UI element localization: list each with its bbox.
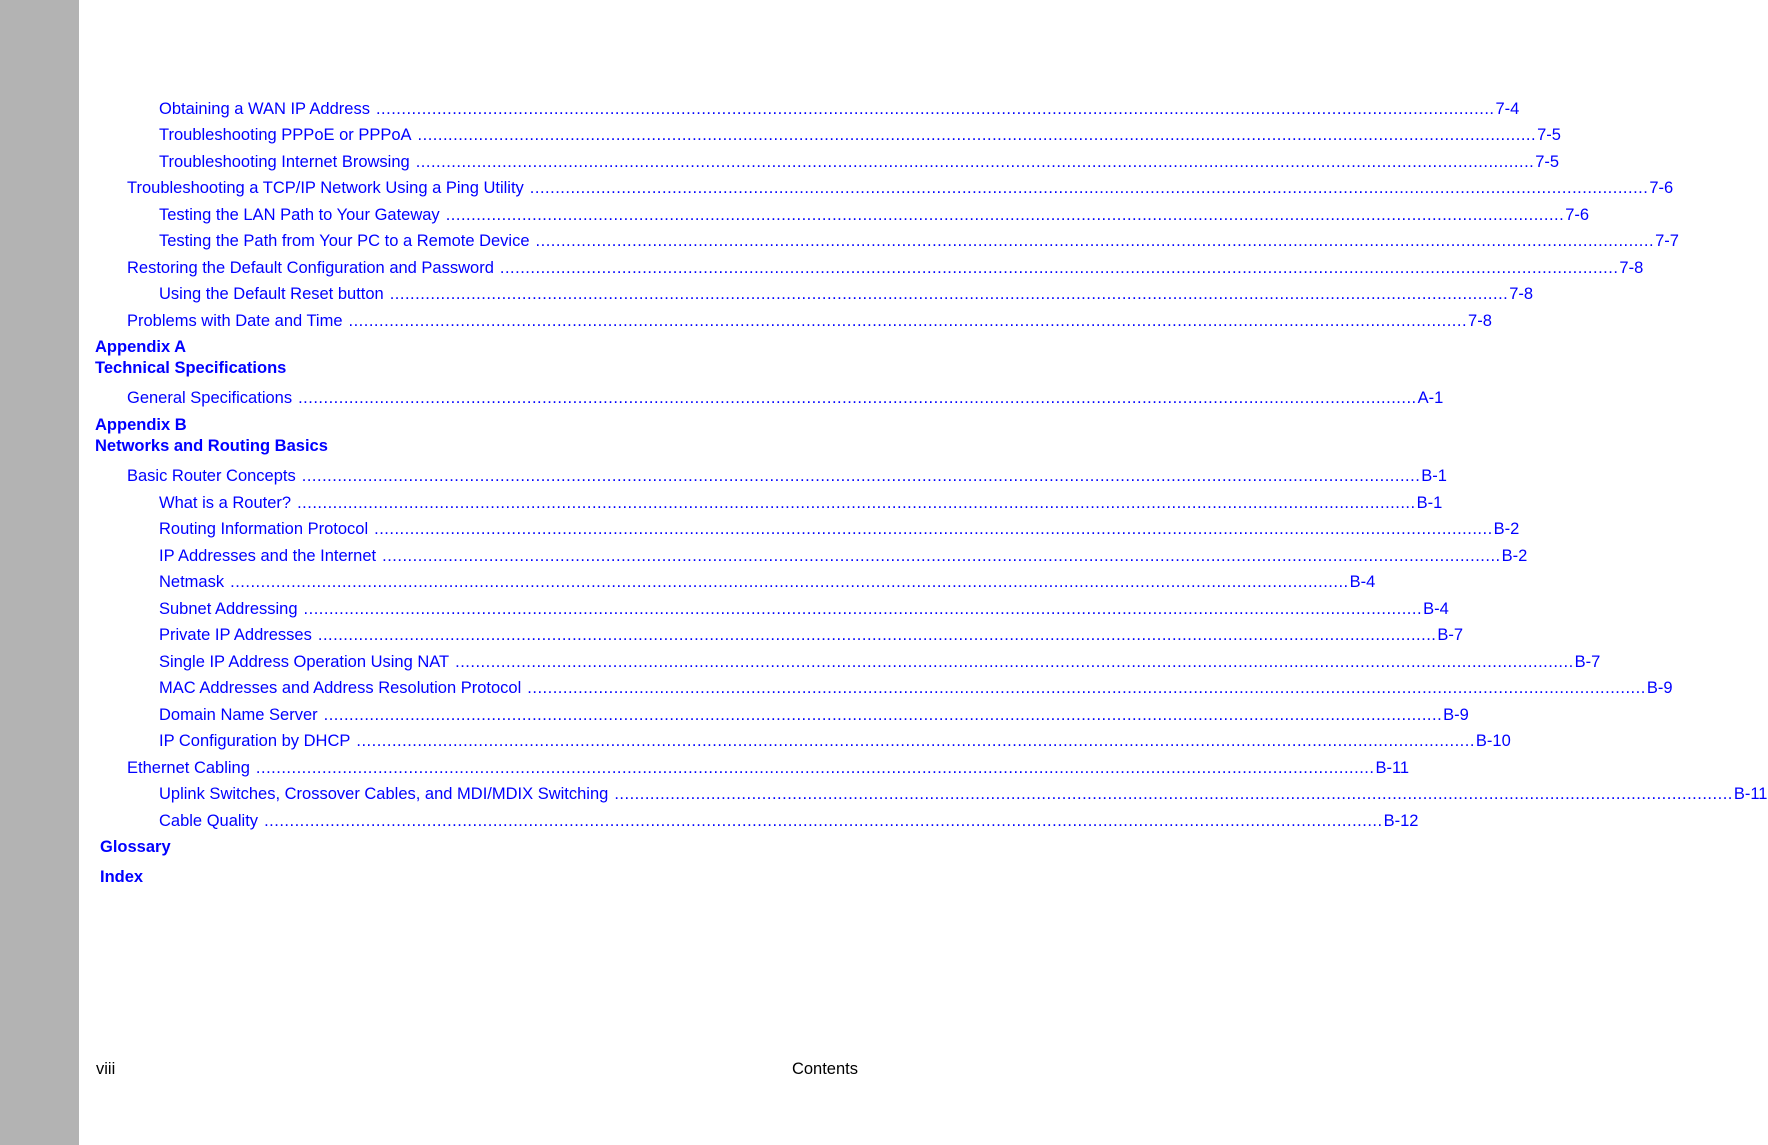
toc-entry-page: B-10 (1475, 732, 1511, 750)
dot-leader: ............................................................................................................................................................................................................................ (297, 494, 1416, 512)
glossary-heading[interactable] (100, 837, 171, 858)
toc-entry-label: Uplink Switches, Crossover Cables, and MDI/MDIX Switching (159, 785, 609, 803)
toc-entry-ethernet-cabling[interactable] (127, 757, 1410, 779)
toc-entry-label: Single IP Address Operation Using NAT (159, 653, 450, 671)
toc-entry-page: 7-8 (1468, 312, 1492, 330)
toc-entry-page: 7-8 (1509, 285, 1534, 303)
toc-entry-label: What is a Router? (159, 494, 292, 512)
toc-entry-label: Basic Router Concepts (127, 467, 296, 485)
dot-leader: ............................................................................................................................................................................................................................ (389, 285, 1509, 303)
toc-entry-page: B-2 (1501, 547, 1528, 565)
dot-leader: ............................................................................................................................................................................................................................ (455, 653, 1574, 671)
toc-entry-restoring-defaults[interactable] (127, 257, 1644, 279)
dot-leader: ............................................................................................................................................................................................................................ (255, 759, 1375, 777)
toc-entry-page: B-1 (1416, 494, 1443, 512)
dot-leader: ............................................................................................................................................................................................................................ (303, 600, 1423, 618)
toc-entry-page: B-7 (1574, 653, 1601, 671)
toc-entry-page: 7-7 (1655, 232, 1679, 250)
toc-entry-label: Cable Quality (159, 812, 259, 830)
dot-leader: ............................................................................................................................................................................................................................ (298, 389, 1417, 407)
toc-entry-testing-lan-path[interactable] (159, 204, 1590, 226)
toc-entry-dns[interactable] (159, 704, 1469, 726)
dot-leader: ............................................................................................................................................................................................................................ (417, 126, 1537, 144)
dot-leader: ............................................................................................................................................................................................................................ (529, 179, 1649, 197)
toc-entry-page: 7-4 (1495, 100, 1520, 118)
toc-entry-basic-router-concepts[interactable] (127, 465, 1447, 487)
toc-entry-label: Troubleshooting Internet Browsing (159, 153, 410, 171)
toc-entry-page: B-11 (1733, 785, 1768, 803)
toc-entry-label: Netmask (159, 573, 225, 591)
index-label: Index (100, 868, 144, 886)
toc-entry-nat[interactable] (159, 651, 1601, 673)
dot-leader: ............................................................................................................................................................................................................................ (375, 100, 1495, 118)
appendix-b-label: Appendix B (95, 416, 187, 434)
toc-entry-label: Private IP Addresses (159, 626, 312, 644)
toc-entry-page: 7-8 (1619, 259, 1644, 277)
toc-entry-page: B-7 (1437, 626, 1464, 644)
dot-leader: ............................................................................................................................................................................................................................ (264, 812, 1383, 830)
toc-entry-page: B-9 (1443, 706, 1469, 724)
toc-entry-testing-remote-path[interactable] (159, 230, 1679, 252)
dot-leader: ............................................................................................................................................................................................................................ (614, 785, 1733, 803)
running-footer-section: Contents (791, 1060, 858, 1078)
appendix-a-label: Appendix A (95, 338, 187, 356)
toc-entry-page: 7-6 (1649, 179, 1674, 197)
toc-entry-what-is-router[interactable] (159, 492, 1443, 514)
dot-leader: ............................................................................................................................................................................................................................ (323, 706, 1443, 724)
toc-entry-label: Using the Default Reset button (159, 285, 384, 303)
dot-leader: ............................................................................................................................................................................................................................ (356, 732, 1475, 750)
toc-entry-page: B-9 (1646, 679, 1673, 697)
toc-entry-page: 7-5 (1537, 126, 1561, 144)
toc-entry-label: Testing the Path from Your PC to a Remote Device (159, 232, 530, 250)
toc-entry-obtaining-wan-ip[interactable] (159, 98, 1520, 120)
toc-entry-netmask[interactable] (159, 571, 1376, 593)
appendix-b-heading[interactable] (95, 415, 328, 457)
appendix-a-title: Technical Specifications (95, 359, 287, 377)
index-heading[interactable] (100, 867, 143, 888)
toc-entry-label: Domain Name Server (159, 706, 318, 724)
toc-entry-label: Ethernet Cabling (127, 759, 250, 777)
toc-entry-page: B-4 (1423, 600, 1449, 618)
appendix-b-title: Networks and Routing Basics (95, 437, 328, 455)
toc-entry-page: B-11 (1375, 759, 1410, 777)
toc-entry-page: B-2 (1493, 520, 1520, 538)
toc-entry-label: Routing Information Protocol (159, 520, 369, 538)
toc-entry-general-specifications[interactable] (127, 387, 1444, 409)
dot-leader: ............................................................................................................................................................................................................................ (301, 467, 1421, 485)
toc-entry-troubleshooting-pppoe[interactable] (159, 124, 1561, 146)
glossary-label: Glossary (100, 838, 171, 856)
toc-entry-default-reset-button[interactable] (159, 283, 1534, 305)
toc-entry-label: General Specifications (127, 389, 293, 407)
toc-entry-label: Troubleshooting PPPoE or PPPoA (159, 126, 412, 144)
toc-entry-page: A-1 (1417, 389, 1444, 407)
toc-entry-troubleshooting-tcpip[interactable] (127, 177, 1674, 199)
toc-entry-label: IP Addresses and the Internet (159, 547, 377, 565)
appendix-a-heading[interactable] (95, 337, 286, 379)
toc-entry-label: Subnet Addressing (159, 600, 298, 618)
page-number: viii (96, 1060, 116, 1078)
toc-entry-cable-quality[interactable] (159, 810, 1419, 832)
toc-entry-label: Obtaining a WAN IP Address (159, 100, 370, 118)
dot-leader: ............................................................................................................................................................................................................................ (499, 259, 1619, 277)
toc-entry-label: MAC Addresses and Address Resolution Protocol (159, 679, 522, 697)
toc-entry-date-time-problems[interactable] (127, 310, 1492, 332)
dot-leader: ............................................................................................................................................................................................................................ (415, 153, 1535, 171)
toc-entry-subnet-addressing[interactable] (159, 598, 1449, 620)
toc-entry-label: Restoring the Default Configuration and Password (127, 259, 494, 277)
toc-entry-troubleshooting-browsing[interactable] (159, 151, 1560, 173)
dot-leader: ............................................................................................................................................................................................................................ (535, 232, 1655, 250)
dot-leader: ............................................................................................................................................................................................................................ (230, 573, 1349, 591)
toc-entry-label: IP Configuration by DHCP (159, 732, 351, 750)
dot-leader: ............................................................................................................................................................................................................................ (348, 312, 1468, 330)
dot-leader: ............................................................................................................................................................................................................................ (374, 520, 1493, 538)
toc-entry-page: B-12 (1383, 812, 1419, 830)
dot-leader: ............................................................................................................................................................................................................................ (527, 679, 1646, 697)
toc-entry-page: 7-5 (1535, 153, 1560, 171)
toc-entry-mac-arp[interactable] (159, 677, 1673, 699)
toc-entry-page: 7-6 (1565, 206, 1590, 224)
toc-entry-label: Troubleshooting a TCP/IP Network Using a Ping Utility (127, 179, 524, 197)
toc-entry-label: Testing the LAN Path to Your Gateway (159, 206, 440, 224)
toc-entry-page: B-1 (1421, 467, 1447, 485)
toc-entry-label: Problems with Date and Time (127, 312, 343, 330)
dot-leader: ............................................................................................................................................................................................................................ (445, 206, 1565, 224)
toc-entry-ip-addresses-internet[interactable] (159, 545, 1528, 567)
toc-entry-page: B-4 (1349, 573, 1376, 591)
toc-entry-private-ip[interactable] (159, 624, 1464, 646)
dot-leader: ............................................................................................................................................................................................................................ (382, 547, 1501, 565)
toc-entry-rip[interactable] (159, 518, 1520, 540)
dot-leader: ............................................................................................................................................................................................................................ (317, 626, 1437, 644)
toc-entry-dhcp[interactable] (159, 730, 1511, 752)
toc-entry-uplink-switches[interactable] (159, 783, 1768, 805)
